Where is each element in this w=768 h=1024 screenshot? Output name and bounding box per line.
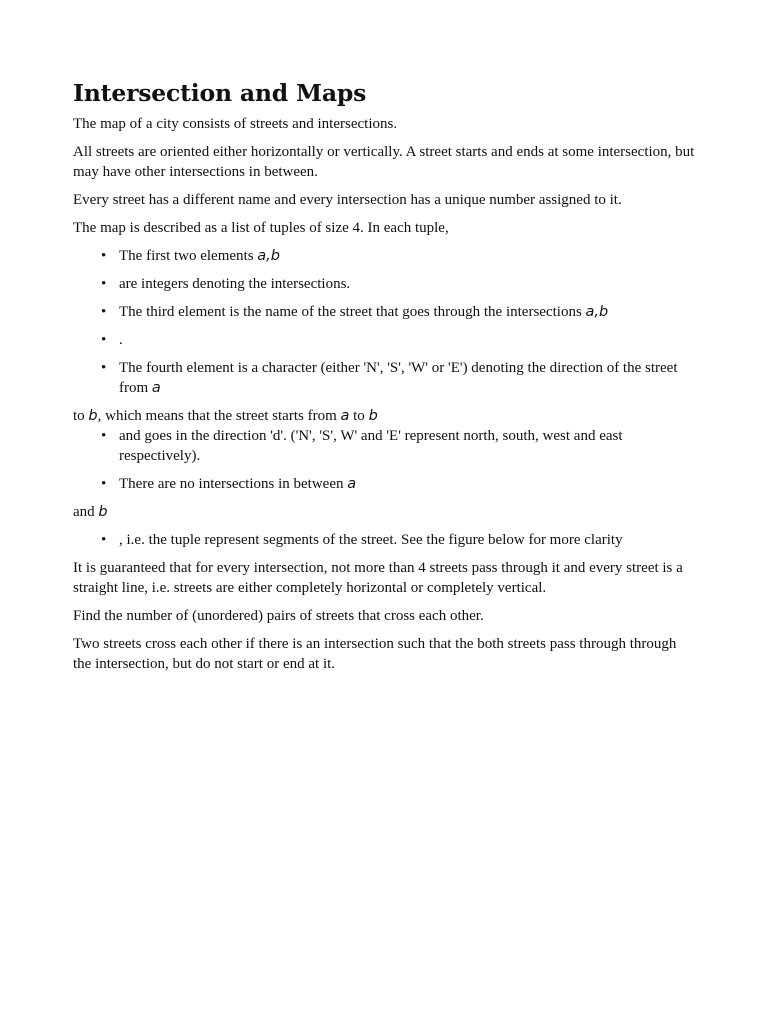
- list-item: [119, 358, 698, 398]
- tuple-elements-list: [73, 246, 698, 398]
- page-title: Intersection and Maps: [73, 79, 367, 107]
- list-item-text: and goes in the direction 'd'. ('N', 'S', W' and 'E' represent north, south, west and east respectively).: [119, 428, 623, 464]
- list-item-text: .: [119, 332, 123, 348]
- list-item: [119, 274, 698, 294]
- paragraph-and-b: [73, 502, 698, 522]
- list-item-text: are integers denoting the intersections.: [119, 276, 351, 292]
- list-item-text: The third element is the name of the street that goes through the intersections: [119, 304, 586, 320]
- problem-statement: [73, 78, 698, 682]
- paragraph-street-direction: [73, 406, 698, 426]
- segment-note-list: [73, 530, 698, 550]
- math-variable: a: [151, 380, 161, 396]
- paragraph-text: to: [349, 408, 369, 424]
- math-variable: a,b: [257, 248, 280, 264]
- list-item-text: , i.e. the tuple represent segments of the street. See the figure below for more clarity: [119, 532, 623, 548]
- math-variable: a: [340, 408, 350, 424]
- math-variable: a,b: [585, 304, 609, 320]
- list-item-text: The fourth element is a character (either 'N', 'S', 'W' or 'E') denoting the direction of the street from: [119, 360, 678, 396]
- paragraph-text: , which means that the street starts from: [97, 408, 341, 424]
- paragraph-guarantee: It is guaranteed that for every intersection, not more than 4 streets pass through it and every street is a straight line, i.e. streets are either completely horizontal or completely vertical.: [73, 560, 683, 596]
- list-item-text: The first two elements: [119, 248, 258, 264]
- list-item: [119, 330, 698, 350]
- list-item: [119, 246, 698, 266]
- paragraph-unique-names: Every street has a different name and every intersection has a unique number assigned to it.: [73, 192, 622, 208]
- list-item: [119, 530, 698, 550]
- paragraph-crossing-definition: Two streets cross each other if there is an intersection such that the both streets pass through through the intersection, but do not start or end at it.: [73, 636, 677, 672]
- math-variable: a: [347, 476, 357, 492]
- paragraph-text: to: [73, 408, 89, 424]
- list-item-text: There are no intersections in between: [119, 476, 348, 492]
- paragraph-street-orientation: All streets are oriented either horizontally or vertically. A street starts and ends at some intersection, but may have other intersections in between.: [73, 144, 695, 180]
- math-variable: b: [88, 408, 98, 424]
- math-variable: b: [368, 408, 378, 424]
- math-variable: b: [98, 504, 108, 520]
- paragraph-task: Find the number of (unordered) pairs of streets that cross each other.: [73, 608, 484, 624]
- paragraph-city-map: The map of a city consists of streets and intersections.: [73, 116, 398, 132]
- direction-details-list: [73, 426, 698, 494]
- list-item: [119, 474, 698, 494]
- list-item: [119, 426, 698, 466]
- paragraph-text: and: [73, 504, 99, 520]
- list-item: [119, 302, 698, 322]
- paragraph-tuple-description: The map is described as a list of tuples of size 4. In each tuple,: [73, 220, 449, 236]
